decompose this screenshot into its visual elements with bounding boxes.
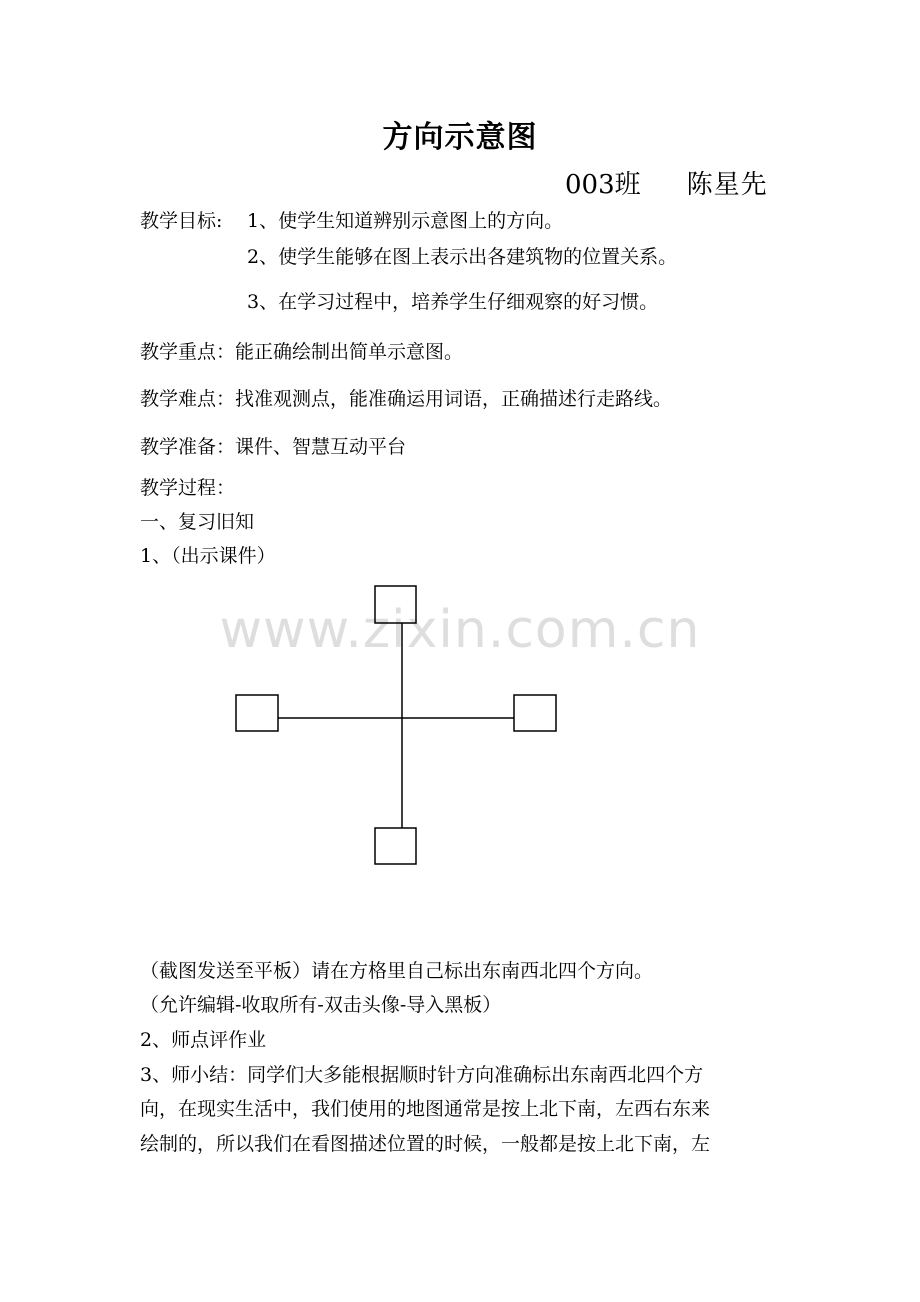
- instruction-1: （截图发送至平板）请在方格里自己标出东南西北四个方向。: [140, 960, 654, 982]
- page-title: 方向示意图: [382, 120, 538, 155]
- objective-item: 1、使学生知道辨别示意图上的方向。: [247, 210, 564, 232]
- section-heading: 一、复习旧知: [140, 511, 255, 533]
- step-3-line: 向，在现实生活中，我们使用的地图通常是按上北下南，左西右东来: [140, 1098, 711, 1120]
- difficulty: 教学难点：找准观测点，能准确运用词语，正确描述行走路线。: [140, 388, 673, 410]
- step-1: 1、（出示课件）: [140, 545, 276, 567]
- objective-item: 2、使学生能够在图上表示出各建筑物的位置关系。: [247, 246, 678, 268]
- key-point: 教学重点：能正确绘制出简单示意图。: [140, 341, 464, 363]
- step-2: 2、师点评作业: [140, 1029, 267, 1051]
- right-box: [514, 695, 556, 731]
- instruction-2: （允许编辑-收取所有-双击头像-导入黑板）: [140, 994, 502, 1016]
- preparation: 教学准备：课件、智慧互动平台: [140, 436, 407, 458]
- left-box: [236, 695, 278, 731]
- top-box: [375, 586, 416, 623]
- process-heading: 教学过程：: [140, 477, 236, 499]
- objectives-label: 教学目标:: [140, 210, 223, 232]
- step-3-line: 绘制的，所以我们在看图描述位置的时候，一般都是按上北下南，左: [140, 1133, 711, 1155]
- class-name: 003班: [565, 170, 641, 200]
- bottom-box: [375, 828, 416, 864]
- objective-item: 3、在学习过程中，培养学生仔细观察的好习惯。: [247, 291, 659, 313]
- step-3-line: 3、师小结：同学们大多能根据顺时针方向准确标出东南西北四个方: [140, 1064, 704, 1086]
- watermark: www.zixin.com.cn: [219, 600, 701, 660]
- teacher-name: 陈星先: [686, 170, 768, 200]
